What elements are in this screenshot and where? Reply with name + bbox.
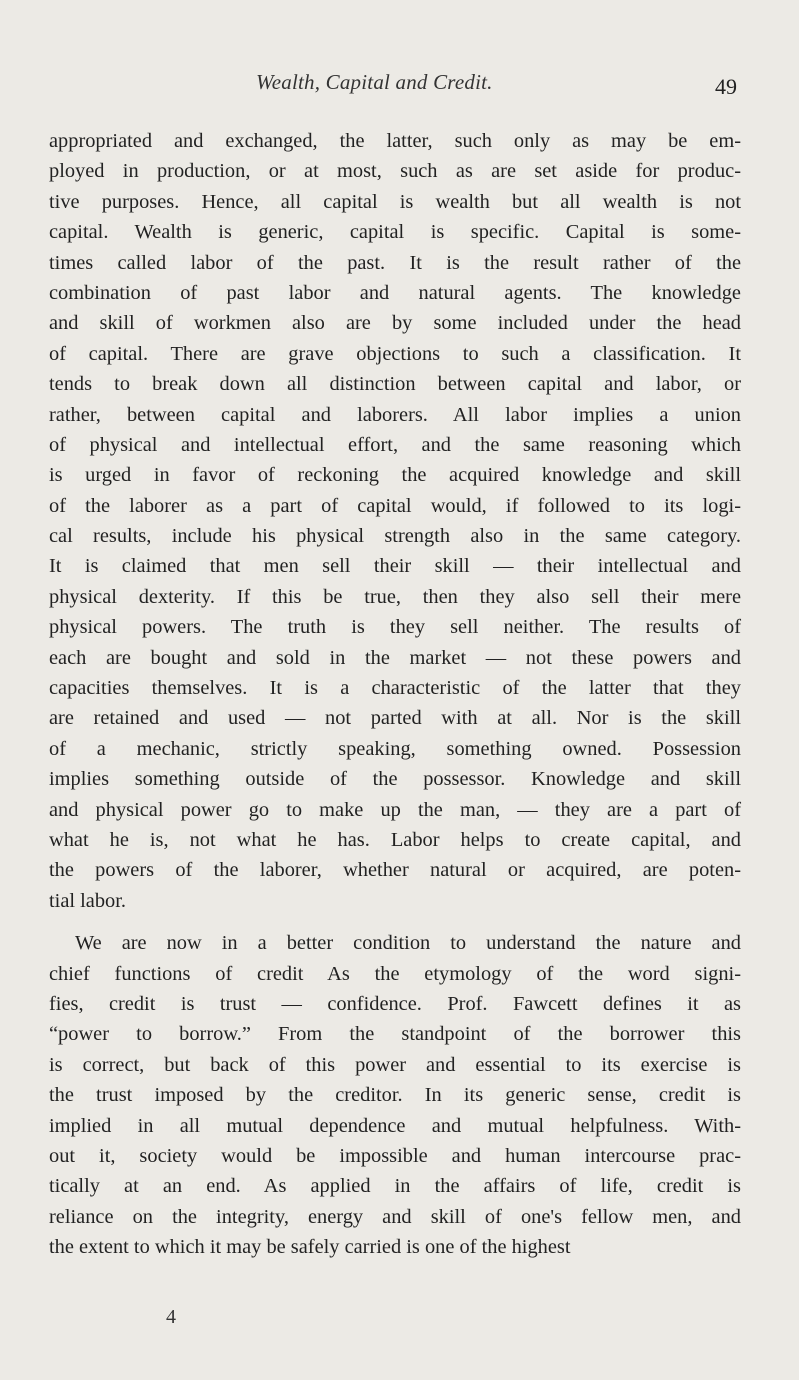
running-head <box>0 70 799 100</box>
text-line: tial labor. <box>49 889 127 912</box>
text-line: implied in all mutual dependence and mutual helpfulness. With- <box>49 1114 741 1137</box>
text-line: tends to break down all distinction between capital and labor, or <box>49 373 741 396</box>
page-number: 49 <box>715 74 737 99</box>
running-title: Wealth, Capital and Credit. <box>256 70 493 94</box>
text-line: cal results, include his physical strength also in the same category. <box>49 525 741 548</box>
text-line: out it, society would be impossible and human intercourse prac- <box>49 1144 741 1167</box>
text-line: ployed in production, or at most, such as are set aside for produc- <box>49 160 741 183</box>
paragraph-gap <box>49 916 741 928</box>
paragraph <box>49 126 741 916</box>
text-line: each are bought and sold in the market — not these powers and <box>49 646 741 669</box>
text-line: physical dexterity. If this be true, then they also sell their mere <box>49 585 741 608</box>
text-line: times called labor of the past. It is the result rather of the <box>49 251 741 274</box>
text-line: is urged in favor of reckoning the acquired knowledge and skill <box>49 464 741 487</box>
text-line: capacities themselves. It is a characteristic of the latter that they <box>49 677 741 700</box>
text-line: of a mechanic, strictly speaking, something owned. Possession <box>49 737 741 760</box>
text-line: tive purposes. Hence, all capital is wealth but all wealth is not <box>49 190 741 213</box>
text-line: what he is, not what he has. Labor helps to create capital, and <box>49 828 741 851</box>
text-line: of capital. There are grave objections to such a classification. It <box>49 342 741 365</box>
text-line: “power to borrow.” From the standpoint of the borrower this <box>49 1023 741 1046</box>
signature-mark: 4 <box>166 1306 176 1328</box>
text-line: is correct, but back of this power and essential to its exercise is <box>49 1053 741 1076</box>
text-line: tically at an end. As applied in the affairs of life, credit is <box>49 1175 741 1198</box>
text-line: the trust imposed by the creditor. In its generic sense, credit is <box>49 1084 741 1107</box>
text-line: and physical power go to make up the man, — they are a part of <box>49 798 741 821</box>
text-line: fies, credit is trust — confidence. Prof. Fawcett defines it as <box>49 992 741 1015</box>
text-line: of physical and intellectual effort, and the same reasoning which <box>49 433 741 456</box>
text-line: are retained and used — not parted with at all. Nor is the skill <box>49 707 741 730</box>
text-line: physical powers. The truth is they sell neither. The results of <box>49 616 741 639</box>
text-line: reliance on the integrity, energy and skill of one's fellow men, and <box>49 1205 741 1228</box>
text-line: appropriated and exchanged, the latter, such only as may be em- <box>49 130 741 152</box>
text-line: chief functions of credit As the etymology of the word signi- <box>49 962 741 985</box>
text-line: It is claimed that men sell their skill — their intellectual and <box>49 555 741 578</box>
text-line: of the laborer as a part of capital would, if followed to its logi- <box>49 494 741 517</box>
text-line: We are now in a better condition to understand the nature and <box>75 932 741 955</box>
text-line: combination of past labor and natural agents. The knowledge <box>49 281 741 304</box>
text-line: the extent to which it may be safely carried is one of the highest <box>49 1236 571 1259</box>
text-line: rather, between capital and laborers. All labor implies a union <box>49 403 741 426</box>
body-text <box>49 126 741 1262</box>
text-line: implies something outside of the possessor. Knowledge and skill <box>49 768 741 791</box>
text-line: capital. Wealth is generic, capital is specific. Capital is some- <box>49 221 741 244</box>
text-line: the powers of the laborer, whether natural or acquired, are poten- <box>49 859 741 882</box>
text-line: and skill of workmen also are by some included under the head <box>49 312 741 335</box>
paragraph <box>49 928 741 1262</box>
